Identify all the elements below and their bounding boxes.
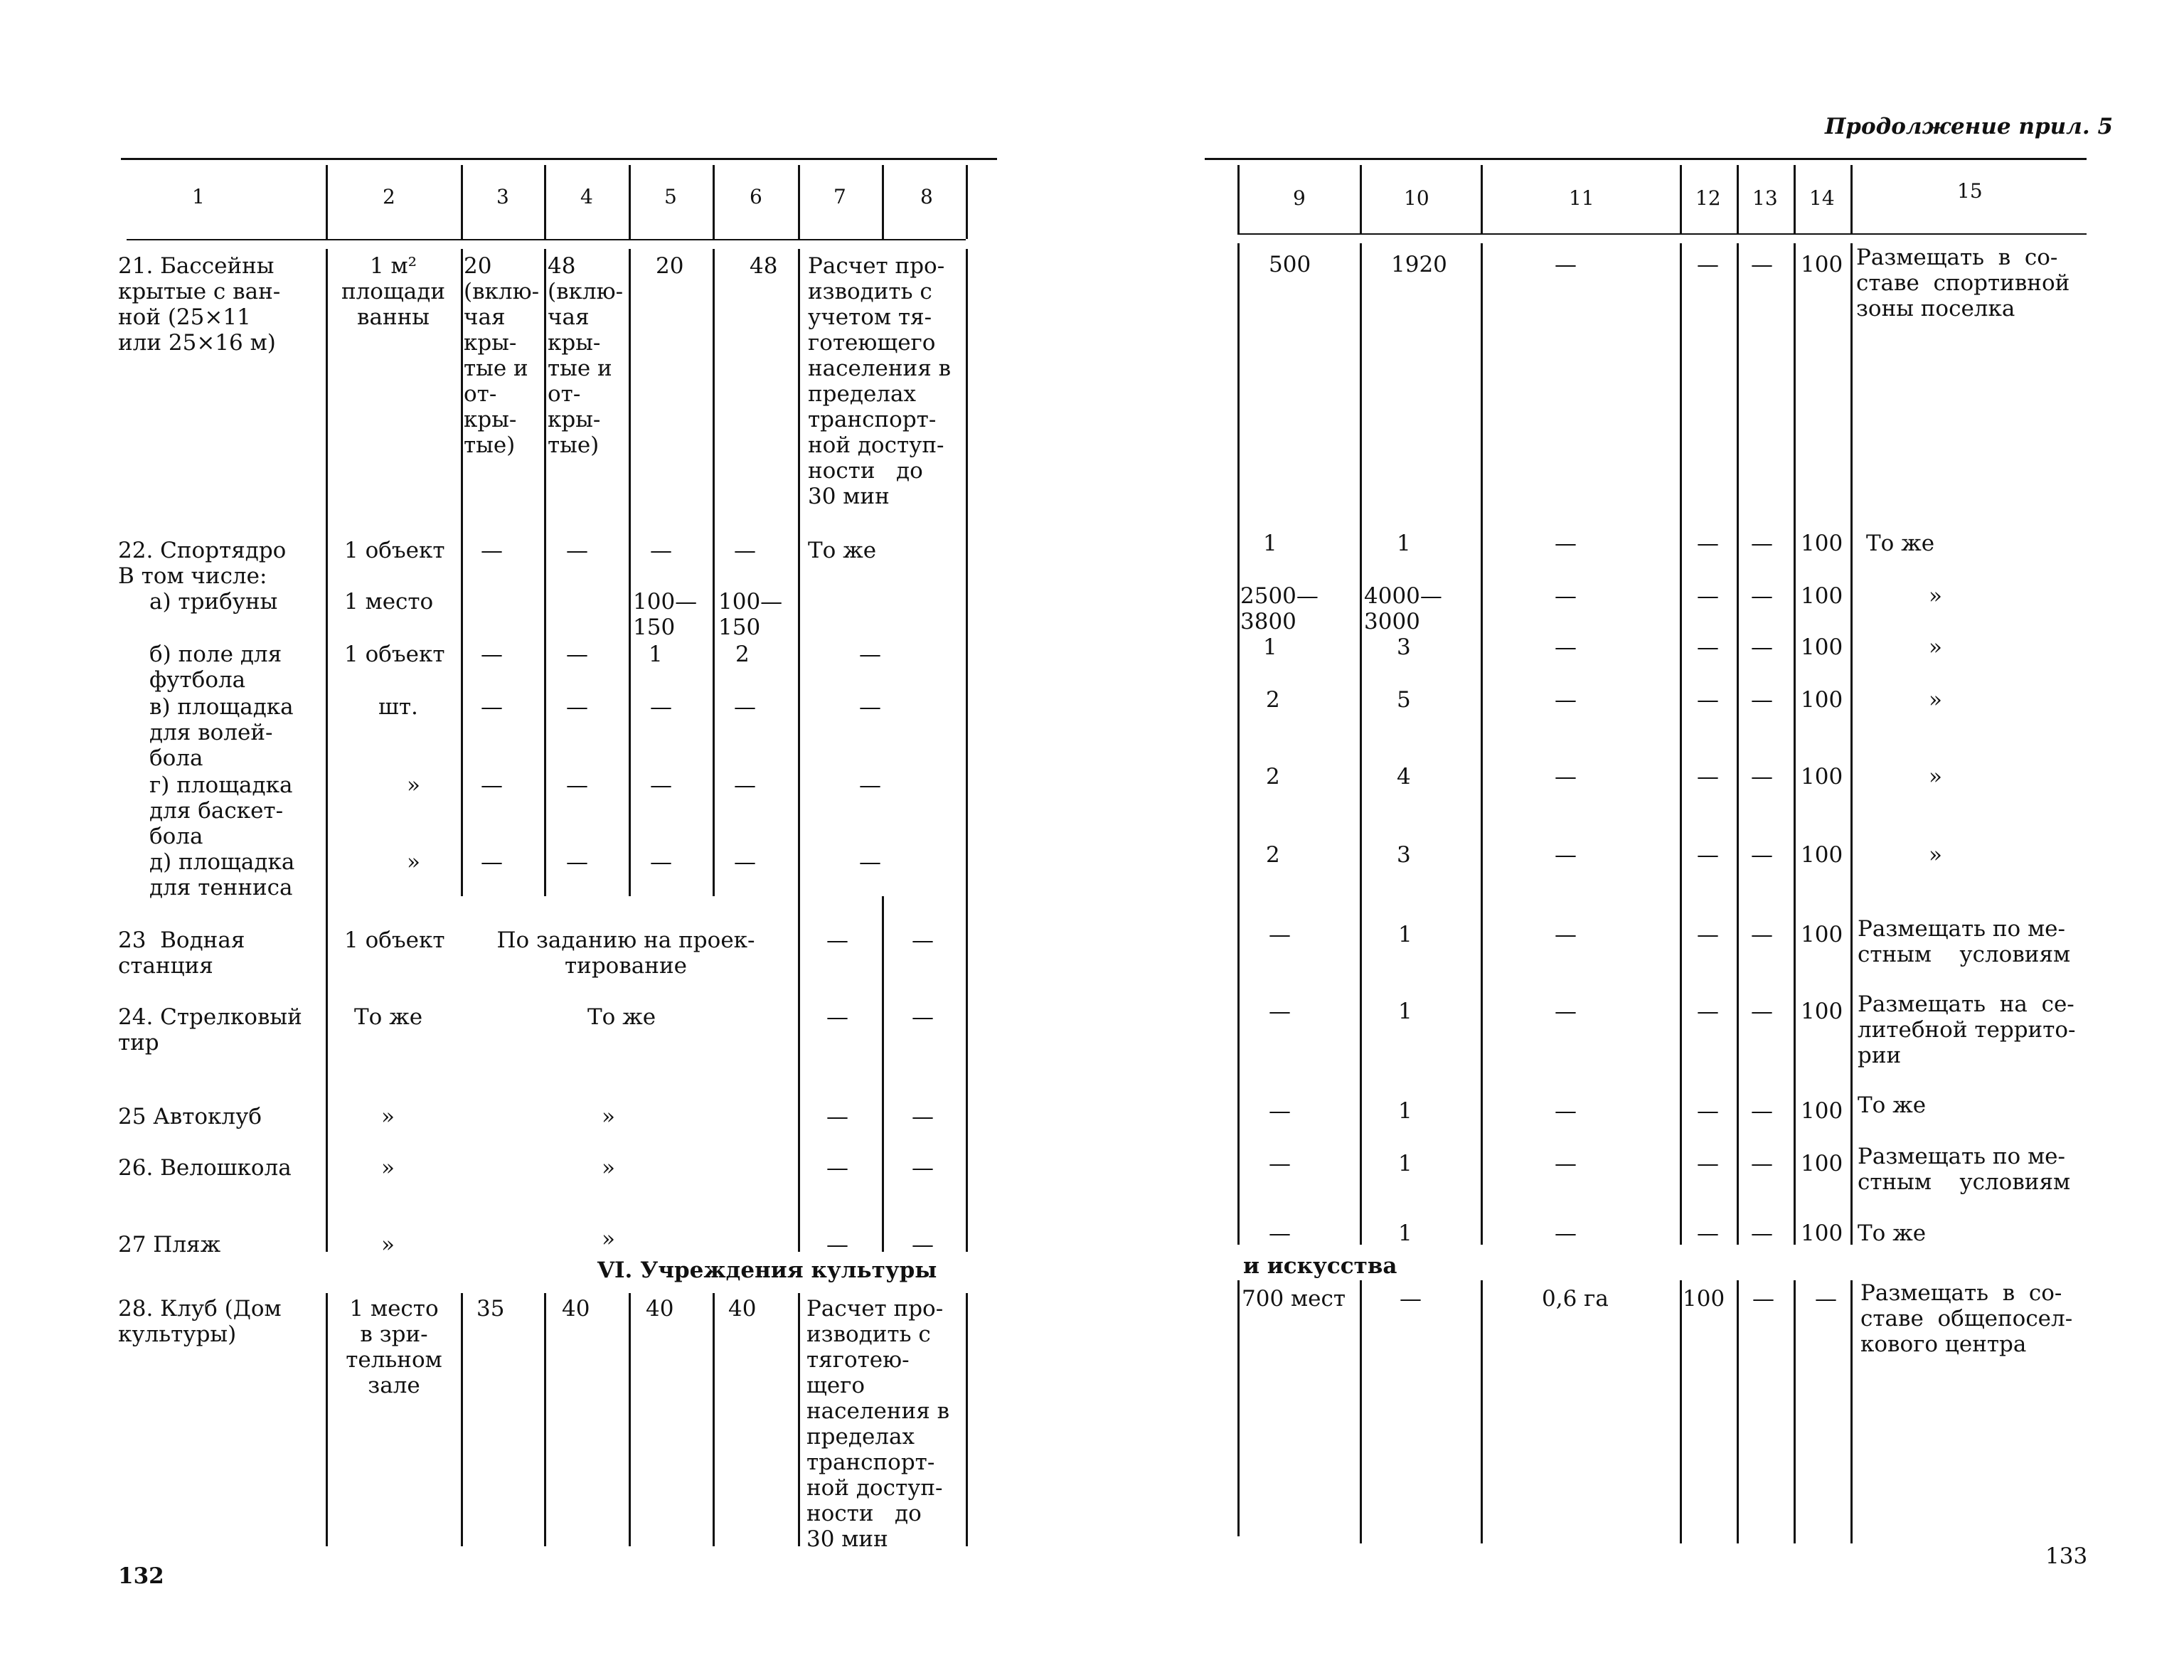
r25-c13: — — [1751, 1098, 1773, 1124]
r22-c12: — — [1697, 531, 1719, 556]
row22b-c3: — — [481, 642, 503, 667]
r21-c12: — — [1697, 252, 1719, 277]
r22-c11: — — [1555, 531, 1577, 556]
r27-c13: — — [1751, 1221, 1773, 1246]
col-6-header: 6 — [750, 185, 762, 208]
left-header-rule — [127, 239, 966, 240]
r28-c10: — — [1400, 1286, 1422, 1312]
row25-c7: — — [826, 1104, 848, 1129]
row22d-c5: — — [650, 849, 672, 875]
r22-c14: 100 — [1801, 531, 1843, 556]
r23-c13: — — [1751, 922, 1773, 947]
col-9-header: 9 — [1293, 186, 1306, 210]
r22d-c15: » — [1929, 842, 1942, 868]
row24-c2: То же — [354, 1004, 423, 1030]
r26-c13: — — [1751, 1151, 1773, 1176]
r22d-c14: 100 — [1801, 842, 1843, 868]
left-top-rule — [121, 158, 997, 160]
row22g-c2: » — [407, 772, 420, 798]
col-15-header: 15 — [1957, 179, 1983, 203]
row25-c8: — — [912, 1104, 934, 1129]
r22d-c12: — — [1697, 842, 1719, 868]
r25-c15: То же — [1858, 1092, 1927, 1118]
row21-c2: 1 м² площади ванны — [341, 253, 446, 330]
r21-c10: 1920 — [1391, 252, 1447, 277]
row22-c2: 1 объект — [344, 538, 445, 563]
col-3-header: 3 — [496, 185, 509, 208]
row22b-c6: 2 — [735, 642, 750, 667]
r28-c15: Размещать в со- ставе общепосел- кового центра — [1860, 1280, 2073, 1357]
row22b-c7: — — [859, 642, 881, 667]
r24-c14: 100 — [1801, 999, 1843, 1024]
r22v-c14: 100 — [1801, 687, 1843, 713]
r21-c9: 500 — [1269, 252, 1311, 277]
section-title-right: и искусства — [1243, 1253, 1397, 1279]
row22d-c6: — — [734, 849, 756, 875]
row22g-c1: г) площадка для баскет- бола — [149, 772, 293, 849]
row22d-c2: » — [407, 849, 420, 875]
r27-c11: — — [1555, 1221, 1577, 1246]
col-14-header: 14 — [1809, 186, 1835, 210]
r22-c10: 1 — [1397, 531, 1411, 556]
r27-c14: 100 — [1801, 1221, 1843, 1246]
r24-c10: 1 — [1398, 999, 1412, 1024]
col-7-header: 7 — [833, 185, 846, 208]
r27-c9: — — [1269, 1221, 1291, 1246]
row21-c5: 20 — [656, 253, 684, 279]
col-10-header: 10 — [1404, 186, 1429, 210]
r22b-c13: — — [1751, 634, 1773, 660]
r21-c11: — — [1555, 252, 1577, 277]
page-number-right: 133 — [2045, 1543, 2088, 1569]
row22d-c1: д) площадка для тенниса — [149, 849, 295, 900]
r23-c11: — — [1555, 922, 1577, 947]
row21-c3: 20 (вклю- чая кры- тые и от- кры- тые) — [464, 253, 540, 458]
r23-c9: — — [1269, 922, 1291, 947]
row22a-c5: 100— 150 — [633, 589, 698, 640]
row28-c6: 40 — [728, 1296, 757, 1322]
r26-c11: — — [1555, 1151, 1577, 1176]
r22b-c9: 1 — [1263, 634, 1277, 660]
r22b-c11: — — [1555, 634, 1577, 660]
r22g-c12: — — [1697, 764, 1719, 790]
row22b-c5: 1 — [649, 642, 663, 667]
r22g-c14: 100 — [1801, 764, 1843, 790]
r25-c9: — — [1269, 1098, 1291, 1124]
r22v-c9: 2 — [1266, 687, 1280, 713]
r22d-c10: 3 — [1397, 842, 1411, 868]
r26-c15: Размещать по ме- стным условиям — [1858, 1144, 2071, 1195]
row24-c8: — — [912, 1004, 934, 1030]
r21-c14: 100 — [1801, 252, 1843, 277]
right-top-rule — [1205, 158, 2087, 160]
row26-c7: — — [826, 1155, 848, 1181]
row28-c5: 40 — [646, 1296, 674, 1322]
row22d-c3: — — [481, 849, 503, 875]
row28-c7: Расчет про- изводить с тяготею- щего населения в пределах транспорт- ной доступ- ности до 30 мин — [806, 1296, 950, 1552]
r22g-c10: 4 — [1397, 764, 1411, 790]
r25-c14: 100 — [1801, 1098, 1843, 1124]
row22v-c6: — — [734, 694, 756, 720]
row25-c3: » — [602, 1104, 615, 1129]
r22a-c12: — — [1697, 583, 1719, 609]
row27-c1: 27 Пляж — [118, 1232, 221, 1258]
row22-c4: — — [566, 538, 588, 563]
r27-c15: То же — [1858, 1221, 1927, 1246]
section-title-left: VI. Учреждения культуры — [597, 1258, 937, 1283]
row22v-c7: — — [859, 694, 881, 720]
r22a-c10: 4000— 3000 — [1364, 583, 1442, 634]
row26-c3: » — [602, 1155, 615, 1181]
r28-c9: 700 мест — [1242, 1286, 1346, 1312]
row22-c5: — — [650, 538, 672, 563]
row23-c8: — — [912, 927, 934, 953]
r28-c13: — — [1752, 1286, 1774, 1312]
row22g-c5: — — [650, 772, 672, 798]
row25-c2: » — [381, 1104, 395, 1129]
row26-c2: » — [381, 1155, 395, 1181]
row22v-c3: — — [481, 694, 503, 720]
r24-c11: — — [1555, 999, 1577, 1024]
row22a-c1: а) трибуны — [149, 589, 278, 615]
r22v-c13: — — [1751, 687, 1773, 713]
row23-c2: 1 объект — [344, 927, 445, 953]
col-8-header: 8 — [920, 185, 933, 208]
row27-c7: — — [826, 1232, 848, 1258]
row22a-c2: 1 место — [344, 589, 434, 615]
row24-c7: — — [826, 1004, 848, 1030]
row21-c1: 21. Бассейны крытые с ван- ной (25×11 или 25×16 м) — [118, 253, 281, 356]
col-2-header: 2 — [383, 185, 395, 208]
row22b-c2: 1 объект — [344, 642, 445, 667]
row22-c3: — — [481, 538, 503, 563]
row25-c1: 25 Автоклуб — [118, 1104, 262, 1129]
row27-c2: » — [381, 1232, 395, 1258]
row23-c3: По заданию на проек- тирование — [496, 927, 755, 979]
page-number-left: 132 — [118, 1563, 164, 1589]
r22b-c12: — — [1697, 634, 1719, 660]
r22a-c11: — — [1555, 583, 1577, 609]
r26-c9: — — [1269, 1151, 1291, 1176]
row22-c7: То же — [808, 538, 877, 563]
r22a-c15: » — [1929, 583, 1942, 609]
r22v-c11: — — [1555, 687, 1577, 713]
r25-c10: 1 — [1398, 1098, 1412, 1124]
r22g-c15: » — [1929, 764, 1942, 790]
r22a-c14: 100 — [1801, 583, 1843, 609]
row28-c3: 35 — [476, 1296, 505, 1322]
r25-c12: — — [1697, 1098, 1719, 1124]
row23-c7: — — [826, 927, 848, 953]
col-1-header: 1 — [192, 185, 205, 208]
row22b-c1: б) поле для футбола — [149, 642, 282, 693]
col-12-header: 12 — [1695, 186, 1721, 210]
row22g-c3: — — [481, 772, 503, 798]
r22d-c13: — — [1751, 842, 1773, 868]
r28-c12: 100 — [1683, 1286, 1725, 1312]
row24-c1: 24. Стрелковый тир — [118, 1004, 302, 1056]
r22v-c15: » — [1929, 687, 1942, 713]
r22g-c13: — — [1751, 764, 1773, 790]
r27-c12: — — [1697, 1221, 1719, 1246]
r22-c15: То же — [1866, 531, 1935, 556]
r23-c14: 100 — [1801, 922, 1843, 947]
row28-c4: 40 — [562, 1296, 590, 1322]
r22-c13: — — [1751, 531, 1773, 556]
row24-c3: То же — [587, 1004, 656, 1030]
row22b-c4: — — [566, 642, 588, 667]
r24-c15: Размещать на се- литебной террито- рии — [1858, 991, 2076, 1068]
row23-c1: 23 Водная станция — [118, 927, 245, 979]
r22v-c12: — — [1697, 687, 1719, 713]
row27-c8: — — [912, 1232, 934, 1258]
row28-c1: 28. Клуб (Дом культуры) — [118, 1296, 282, 1347]
row26-c8: — — [912, 1155, 934, 1181]
r23-c10: 1 — [1398, 922, 1412, 947]
r25-c11: — — [1555, 1098, 1577, 1124]
row21-c6: 48 — [750, 253, 778, 279]
row22v-c2: шт. — [378, 694, 418, 720]
col-4-header: 4 — [580, 185, 593, 208]
row27-c3: » — [602, 1226, 615, 1252]
col-11-header: 11 — [1569, 186, 1594, 210]
row22v-c4: — — [566, 694, 588, 720]
row26-c1: 26. Велошкола — [118, 1155, 292, 1181]
r26-c10: 1 — [1398, 1151, 1412, 1176]
right-header-rule — [1237, 233, 2087, 235]
row22a-c6: 100— 150 — [718, 589, 783, 640]
r21-c13: — — [1751, 252, 1773, 277]
row22-c6: — — [734, 538, 756, 563]
row22v-c1: в) площадка для волей- бола — [149, 694, 294, 771]
r22b-c14: 100 — [1801, 634, 1843, 660]
col-13-header: 13 — [1752, 186, 1778, 210]
continuation-header: Продолжение прил. 5 — [1825, 114, 2114, 139]
row22g-c6: — — [734, 772, 756, 798]
r26-c12: — — [1697, 1151, 1719, 1176]
row21-c4: 48 (вклю- чая кры- тые и от- кры- тые) — [548, 253, 624, 458]
r28-c11: 0,6 га — [1542, 1286, 1609, 1312]
row21-c7: Расчет про- изводить с учетом тя- готеющего населения в пределах транспорт- ной доступ- ности до 30 мин — [808, 253, 952, 509]
r23-c15: Размещать по ме- стным условиям — [1858, 916, 2071, 967]
r22g-c9: 2 — [1266, 764, 1280, 790]
row22-c1: 22. Спортядро В том числе: — [118, 538, 287, 589]
r22a-c9: 2500— 3800 — [1240, 583, 1319, 634]
r22b-c10: 3 — [1397, 634, 1411, 660]
r21-c15: Размещать в со- ставе спортивной зоны поселка — [1856, 245, 2070, 321]
row22d-c7: — — [859, 849, 881, 875]
r26-c14: 100 — [1801, 1151, 1843, 1176]
r22b-c15: » — [1929, 634, 1942, 660]
col-5-header: 5 — [664, 185, 677, 208]
row22d-c4: — — [566, 849, 588, 875]
r22v-c10: 5 — [1397, 687, 1411, 713]
row22g-c7: — — [859, 772, 881, 798]
row22g-c4: — — [566, 772, 588, 798]
r24-c12: — — [1697, 999, 1719, 1024]
r22d-c11: — — [1555, 842, 1577, 868]
row28-c2: 1 место в зри- тельном зале — [346, 1296, 442, 1398]
r22-c9: 1 — [1263, 531, 1277, 556]
r24-c13: — — [1751, 999, 1773, 1024]
r28-c14: — — [1815, 1286, 1837, 1312]
r22d-c9: 2 — [1266, 842, 1280, 868]
r27-c10: 1 — [1398, 1221, 1412, 1246]
r22g-c11: — — [1555, 764, 1577, 790]
r23-c12: — — [1697, 922, 1719, 947]
row22v-c5: — — [650, 694, 672, 720]
r22a-c13: — — [1751, 583, 1773, 609]
r24-c9: — — [1269, 999, 1291, 1024]
